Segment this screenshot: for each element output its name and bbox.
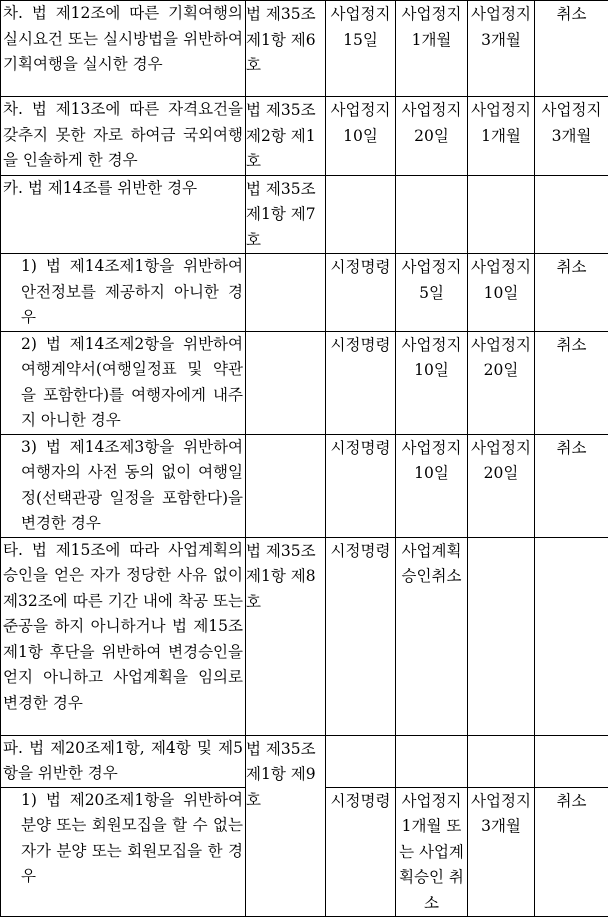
table-row <box>1 175 608 254</box>
third-offense-cell <box>468 254 535 332</box>
first-offense-cell <box>326 537 396 735</box>
third-offense <box>468 736 534 737</box>
violation-description-cell <box>1 434 246 537</box>
second-offense-cell <box>396 1 468 97</box>
violation-description: 카. 법 제14조를 위반한 경우 <box>1 176 245 202</box>
first-offense-cell <box>326 1 396 97</box>
third-offense: 사업정지 10일 <box>468 254 534 306</box>
third-offense-cell <box>468 97 535 176</box>
legal-basis <box>246 435 325 436</box>
third-offense <box>468 176 534 177</box>
fourth-offense-cell <box>535 434 608 537</box>
second-offense-cell <box>396 434 468 537</box>
first-offense-cell <box>326 254 396 332</box>
violation-description: 1) 법 제20조제1항을 위반하여 분양 또는 회원모집을 할 수 없는 자가 분양 또는 회원모집을 한 경우 <box>1 788 245 890</box>
fourth-offense-cell <box>535 254 608 332</box>
third-offense: 사업정지 3개월 <box>468 1 534 53</box>
second-offense-cell <box>396 537 468 735</box>
fourth-offense-cell <box>535 97 608 176</box>
first-offense: 시정명령 <box>326 254 395 281</box>
violation-description: 차. 법 제13조에 따른 자격요건을 갖추지 못한 자로 하여금 국외여행을 인솔하게 한 경우 <box>1 97 245 174</box>
third-offense: 사업정지 20일 <box>468 332 534 384</box>
second-offense <box>396 176 467 177</box>
second-offense-cell <box>396 97 468 176</box>
fourth-offense-cell <box>535 735 608 787</box>
fourth-offense-cell <box>535 1 608 97</box>
second-offense: 사업정지 1개월 <box>396 1 467 53</box>
table-row <box>1 537 608 735</box>
third-offense-cell <box>468 735 535 787</box>
third-offense: 사업정지 1개월 <box>468 97 534 149</box>
violation-description: 차. 법 제12조에 따른 기획여행의 실시요건 또는 실시방법을 위반하여 기획여행을 실시한 경우 <box>1 1 245 78</box>
third-offense-cell <box>468 1 535 97</box>
fourth-offense-cell <box>535 537 608 735</box>
fourth-offense <box>535 538 608 539</box>
table-row <box>1 97 608 176</box>
second-offense-cell <box>396 254 468 332</box>
third-offense: 사업정지 3개월 <box>468 788 534 840</box>
third-offense: 사업정지 20일 <box>468 435 534 487</box>
legal-basis-cell <box>246 1 326 97</box>
legal-basis: 법 제35조 제1항 제7호 <box>246 176 325 254</box>
second-offense-cell <box>396 735 468 787</box>
fourth-offense: 취소 <box>535 1 608 28</box>
legal-basis: 법 제35조 제1항 제6호 <box>246 1 325 79</box>
legal-basis: 법 제35조 제2항 제1호 <box>246 97 325 175</box>
fourth-offense-cell <box>535 331 608 434</box>
violation-description-cell <box>1 175 246 254</box>
first-offense: 사업정지 15일 <box>326 1 395 53</box>
violation-description: 2) 법 제14조제2항을 위반하여 여행계약서(여행일정표 및 약관을 포함한다)를 여행자에게 내주지 아니한 경우 <box>1 332 245 434</box>
violation-description-cell <box>1 537 246 735</box>
fourth-offense: 취소 <box>535 435 608 462</box>
legal-basis-cell <box>246 434 326 537</box>
legal-basis: 법 제35조 제1항 제8호 <box>246 538 325 616</box>
legal-basis-cell <box>246 175 326 254</box>
second-offense <box>396 736 467 737</box>
violation-description-cell <box>1 787 246 917</box>
legal-basis-cell <box>246 537 326 735</box>
first-offense-cell <box>326 434 396 537</box>
violation-description: 1) 법 제14조제1항을 위반하여 안전정보를 제공하지 아니한 경우 <box>1 254 245 331</box>
fourth-offense: 취소 <box>535 788 608 815</box>
third-offense-cell <box>468 537 535 735</box>
second-offense: 사업정지 10일 <box>396 435 467 487</box>
second-offense-cell <box>396 331 468 434</box>
legal-basis-cell <box>246 735 326 917</box>
second-offense: 사업정지 5일 <box>396 254 467 306</box>
second-offense: 사업정지 20일 <box>396 97 467 149</box>
second-offense: 사업정지 1개월 또는 사업계획승인 취소 <box>396 788 467 917</box>
table-row <box>1 331 608 434</box>
fourth-offense-cell <box>535 175 608 254</box>
first-offense: 시정명령 <box>326 332 395 359</box>
table-row <box>1 735 608 787</box>
fourth-offense: 사업정지 3개월 <box>535 97 608 149</box>
fourth-offense-cell <box>535 787 608 917</box>
table-row <box>1 434 608 537</box>
second-offense-cell <box>396 787 468 917</box>
second-offense: 사업계획 승인취소 <box>396 538 467 590</box>
first-offense: 시정명령 <box>326 788 395 815</box>
legal-basis <box>246 254 325 255</box>
third-offense <box>468 538 534 539</box>
first-offense-cell <box>326 175 396 254</box>
legal-basis-cell <box>246 331 326 434</box>
fourth-offense <box>535 176 608 177</box>
first-offense: 시정명령 <box>326 538 395 565</box>
first-offense <box>326 736 395 737</box>
legal-basis-cell <box>246 254 326 332</box>
violation-description: 타. 법 제15조에 따라 사업계획의 승인을 얻은 자가 정당한 사유 없이 제32조에 따른 기간 내에 착공 또는 준공을 하지 아니하거나 법 제15조제1항 후단을 위반하여 변경승인을 얻지 아니하고 사업계획을 임의로 변경한 경우 <box>1 538 245 717</box>
fourth-offense: 취소 <box>535 254 608 281</box>
fourth-offense: 취소 <box>535 332 608 359</box>
first-offense: 사업정지 10일 <box>326 97 395 149</box>
first-offense-cell <box>326 97 396 176</box>
legal-basis: 법 제35조 제1항 제9호 <box>246 736 325 814</box>
legal-basis <box>246 332 325 333</box>
fourth-offense <box>535 736 608 737</box>
table-row <box>1 1 608 97</box>
third-offense-cell <box>468 175 535 254</box>
third-offense-cell <box>468 331 535 434</box>
first-offense-cell <box>326 331 396 434</box>
violation-description-cell <box>1 1 246 97</box>
second-offense: 사업정지 10일 <box>396 332 467 384</box>
third-offense-cell <box>468 787 535 917</box>
legal-basis-cell <box>246 97 326 176</box>
violation-description: 파. 법 제20조제1항, 제4항 및 제5항을 위반한 경우 <box>1 736 245 787</box>
first-offense <box>326 176 395 177</box>
first-offense-cell <box>326 787 396 917</box>
third-offense-cell <box>468 434 535 537</box>
violation-description-cell <box>1 735 246 787</box>
first-offense: 시정명령 <box>326 435 395 462</box>
violation-description: 3) 법 제14조제3항을 위반하여 여행자의 사전 동의 없이 여행일정(선택관광 일정을 포함한다)을 변경한 경우 <box>1 435 245 537</box>
second-offense-cell <box>396 175 468 254</box>
table-row <box>1 254 608 332</box>
violation-description-cell <box>1 97 246 176</box>
violation-description-cell <box>1 254 246 332</box>
first-offense-cell <box>326 735 396 787</box>
violation-description-cell <box>1 331 246 434</box>
